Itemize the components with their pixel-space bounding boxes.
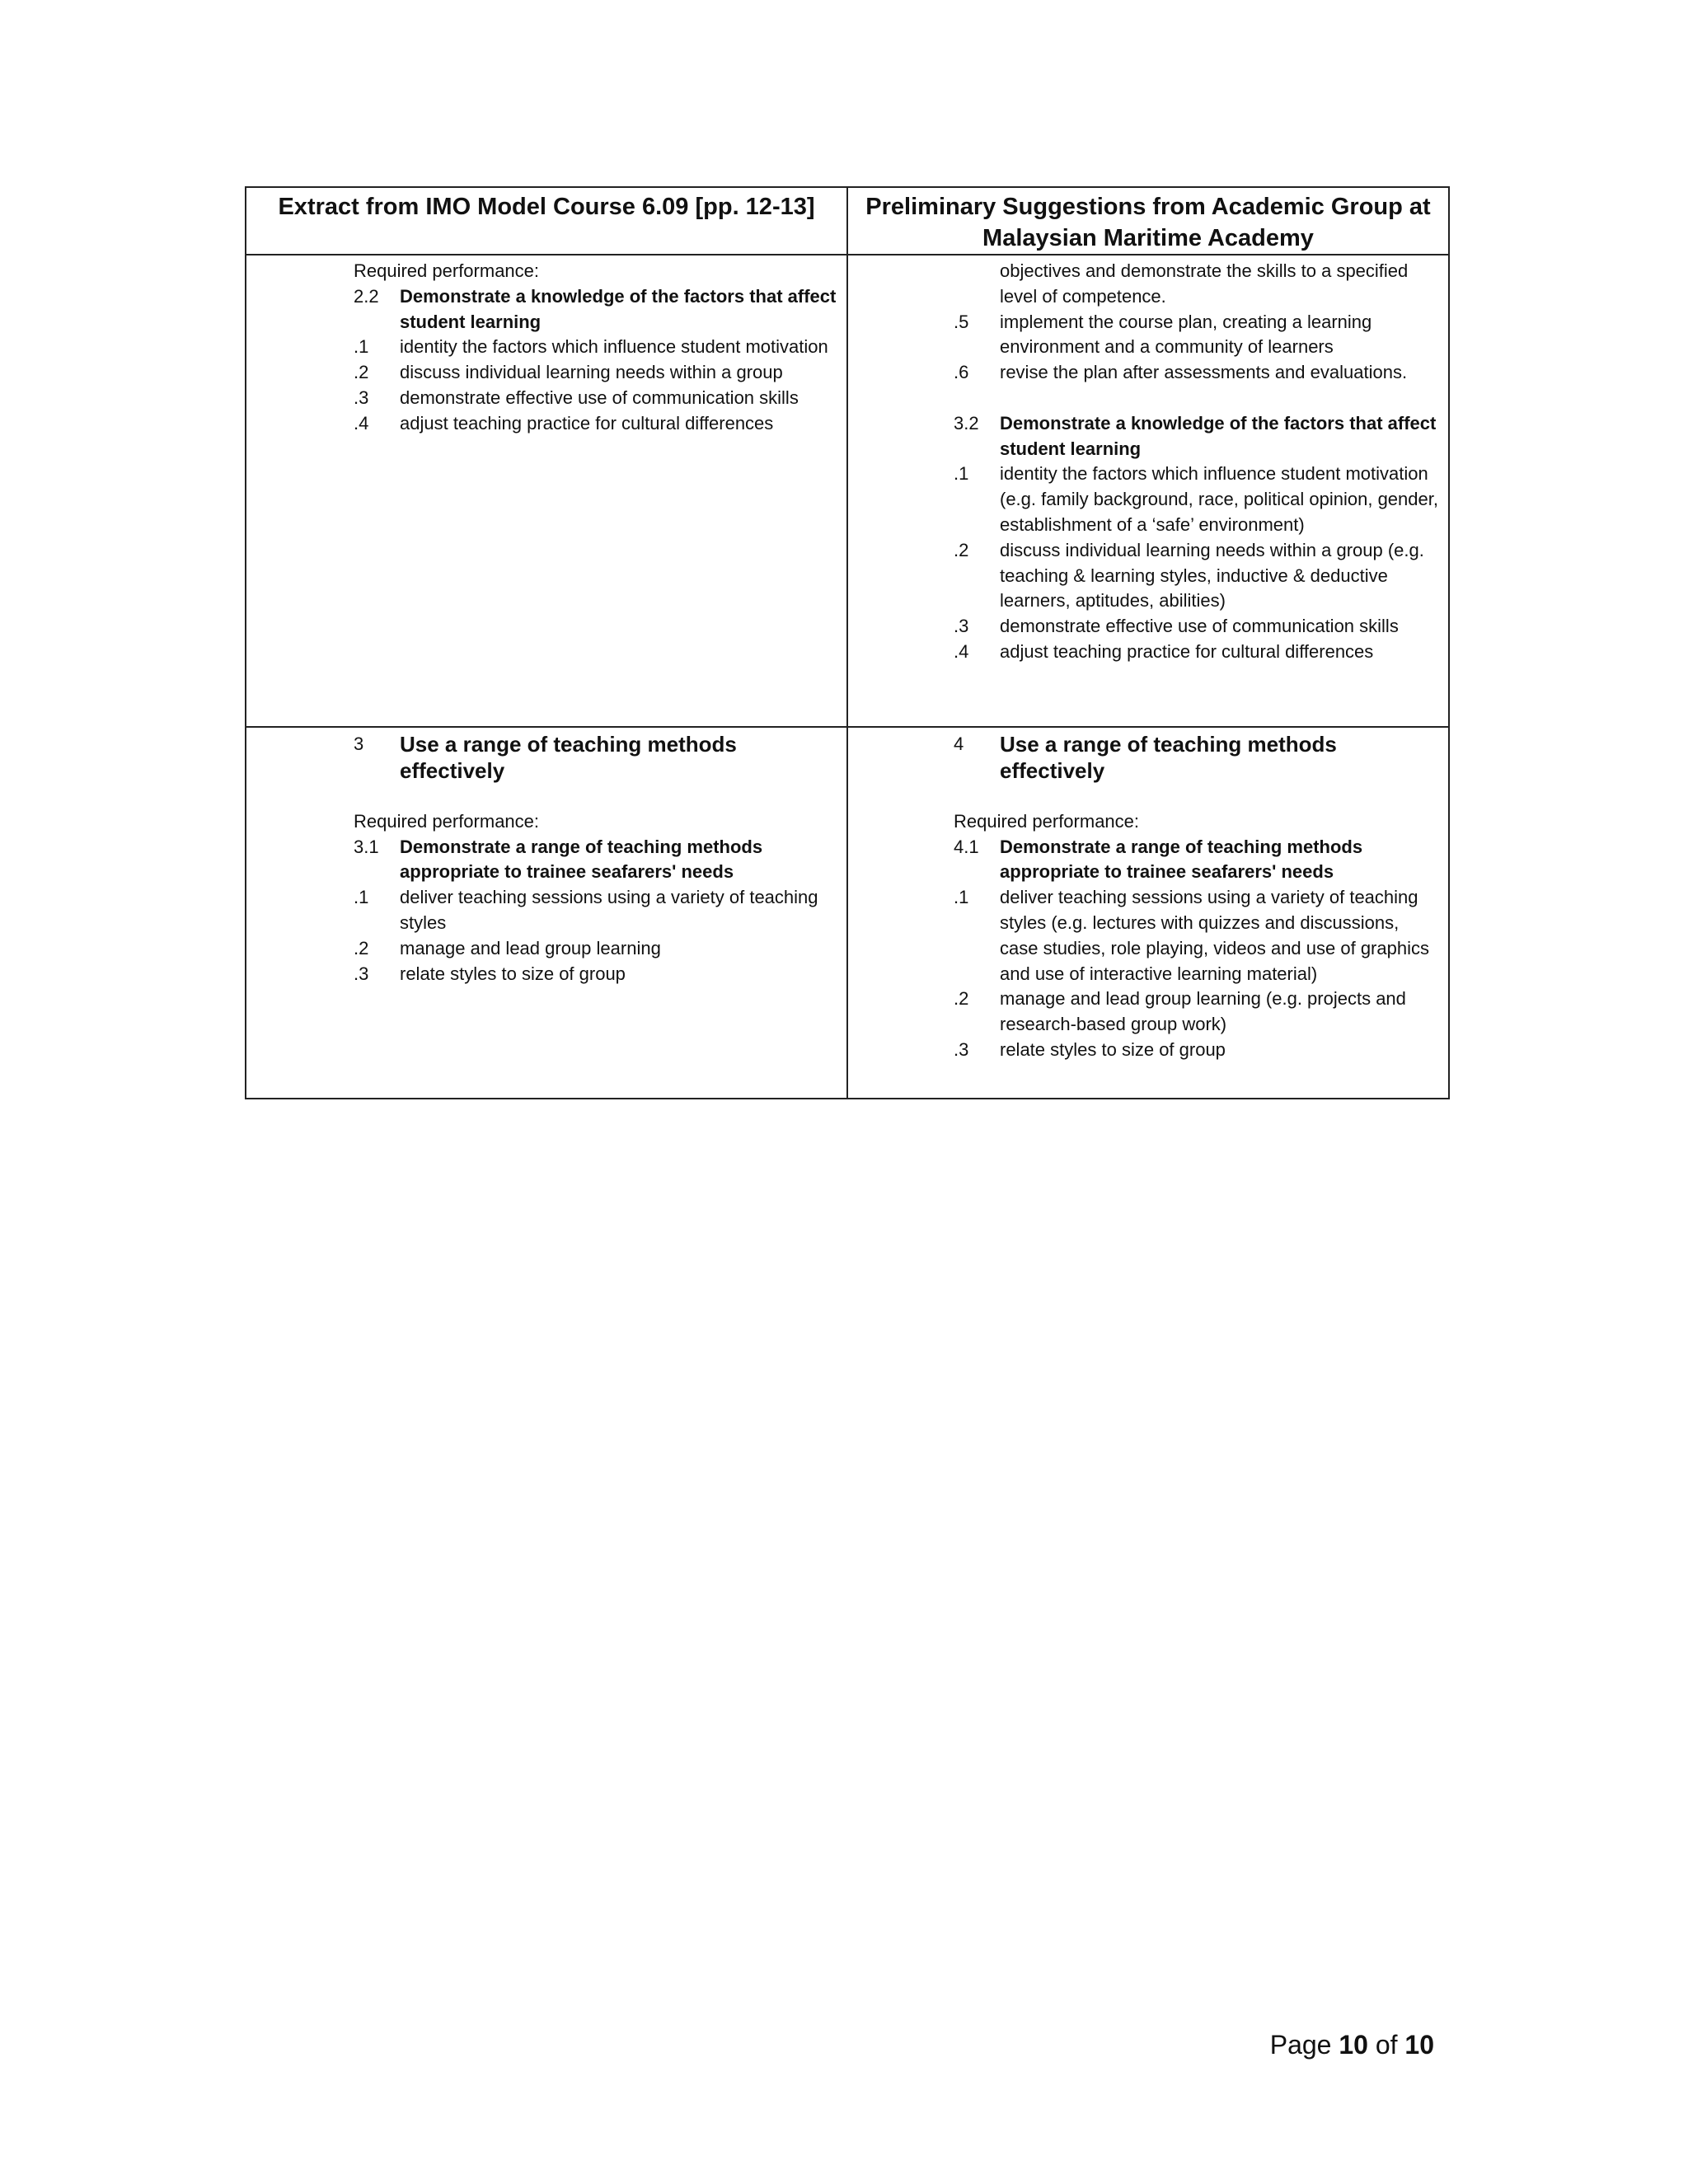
page-total: 10	[1404, 2030, 1434, 2060]
header-left: Extract from IMO Model Course 6.09 [pp. 12-13]	[246, 187, 847, 255]
row2-right-cell	[847, 727, 1449, 1099]
item-number: .2	[954, 539, 969, 560]
section-number: 3.2	[954, 412, 979, 434]
list-item	[954, 1038, 1442, 1063]
section-heading: Demonstrate a range of teaching methods appropriate to trainee seafarers' needs	[1000, 836, 1363, 883]
list-item	[954, 640, 1442, 665]
row1-right-cell	[847, 255, 1449, 727]
item-list	[354, 885, 840, 987]
list-item	[354, 335, 840, 360]
section-number: 3.1	[354, 836, 379, 857]
item-text: identity the factors which influence student motivation	[400, 336, 828, 358]
list-item	[354, 360, 840, 386]
item-list	[954, 310, 1442, 386]
list-item	[954, 538, 1442, 614]
list-item	[354, 962, 840, 987]
required-performance-label: Required performance:	[954, 810, 1140, 832]
item-number: .2	[954, 988, 969, 1010]
section-heading: Demonstrate a knowledge of the factors that affect student learning	[400, 285, 837, 332]
list-item	[354, 936, 840, 962]
item-number: .3	[954, 1038, 969, 1060]
page-current: 10	[1339, 2030, 1368, 2060]
item-number: .1	[354, 887, 369, 908]
item-text: deliver teaching sessions using a variety of teaching styles	[400, 887, 818, 933]
item-text: discuss individual learning needs within a group (e.g. teaching & learning styles, inductive & deductive learners, aptitudes, abilities)	[1000, 539, 1424, 612]
comparison-table	[245, 186, 1450, 1099]
list-item	[954, 987, 1442, 1038]
item-number: .3	[354, 387, 369, 408]
item-list	[954, 462, 1442, 664]
list-item	[354, 411, 840, 437]
competence-number: 4	[954, 733, 964, 754]
item-text: relate styles to size of group	[1000, 1038, 1226, 1060]
item-number: .1	[354, 336, 369, 358]
section-number: 2.2	[354, 285, 379, 307]
item-number: .4	[354, 412, 369, 434]
item-text: adjust teaching practice for cultural differences	[1000, 640, 1374, 662]
required-performance-label: Required performance:	[354, 260, 540, 281]
item-text: manage and lead group learning (e.g. projects and research-based group work)	[1000, 988, 1406, 1035]
competence-number: 3	[354, 733, 364, 754]
section-number: 4.1	[954, 836, 979, 857]
item-number: .3	[354, 963, 369, 984]
required-performance-label: Required performance:	[354, 810, 540, 832]
item-text: identity the factors which influence student motivation (e.g. family background, race, political opinion, gender, establishment of a ‘safe’ environment)	[1000, 463, 1438, 535]
item-text: implement the course plan, creating a learning environment and a community of learners	[1000, 311, 1372, 358]
competence-title: Use a range of teaching methods effectively	[1000, 732, 1337, 783]
item-text: manage and lead group learning	[400, 937, 661, 958]
list-item	[954, 614, 1442, 640]
item-text: deliver teaching sessions using a variety of teaching styles (e.g. lectures with quizzes and discussions, case studies, role playing, videos and use of graphics and use of interactive learning material)	[1000, 887, 1429, 984]
table-row	[246, 255, 1449, 727]
header-right: Preliminary Suggestions from Academic Group at Malaysian Maritime Academy	[847, 187, 1449, 255]
list-item	[354, 885, 840, 936]
item-number: .2	[354, 362, 369, 383]
list-item	[354, 386, 840, 411]
item-text: adjust teaching practice for cultural differences	[400, 412, 774, 434]
item-number: .4	[954, 640, 969, 662]
row2-left-cell	[246, 727, 847, 1099]
item-text: demonstrate effective use of communication skills	[1000, 616, 1399, 637]
page-number	[1270, 2029, 1434, 2060]
item-list	[354, 335, 840, 436]
table-row	[246, 727, 1449, 1099]
item-number: .1	[954, 463, 969, 485]
item-number: .6	[954, 362, 969, 383]
item-number: .3	[954, 616, 969, 637]
header-row	[246, 187, 1449, 255]
item-number: .1	[954, 887, 969, 908]
section-heading: Demonstrate a knowledge of the factors that affect student learning	[1000, 412, 1437, 459]
continuation-text: objectives and demonstrate the skills to a specified level of competence.	[1000, 260, 1409, 307]
item-text: relate styles to size of group	[400, 963, 626, 984]
item-number: .2	[354, 937, 369, 958]
row1-left-cell	[246, 255, 847, 727]
section-heading: Demonstrate a range of teaching methods appropriate to trainee seafarers' needs	[400, 836, 763, 883]
item-list	[954, 885, 1442, 1063]
list-item	[954, 462, 1442, 537]
item-text: revise the plan after assessments and evaluations.	[1000, 362, 1408, 383]
list-item	[954, 885, 1442, 987]
page-of: of	[1375, 2030, 1398, 2060]
list-item	[954, 310, 1442, 361]
page-label: Page	[1269, 2030, 1332, 2060]
competence-title: Use a range of teaching methods effectively	[400, 732, 737, 783]
item-text: discuss individual learning needs within a group	[400, 362, 783, 383]
list-item	[954, 360, 1442, 386]
item-text: demonstrate effective use of communication skills	[400, 387, 799, 408]
item-number: .5	[954, 311, 969, 332]
